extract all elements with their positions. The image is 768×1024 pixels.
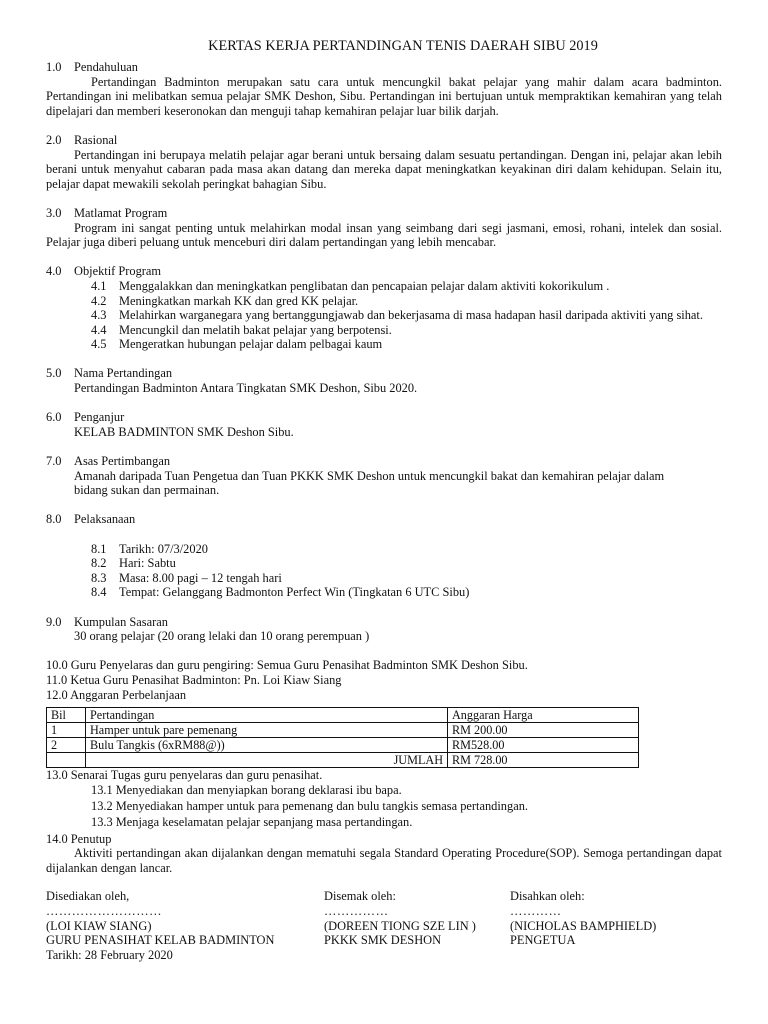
list-item: 4.4 Mencungkil dan melatih bakat pelajar yang berpotensi. — [91, 322, 392, 337]
signatory-name: (DOREEN TIONG SZE LIN ) — [324, 918, 476, 933]
section-ketua-guru: 11.0 Ketua Guru Penasihat Badminton: Pn. Loi Kiaw Siang — [46, 672, 342, 687]
section-nama-pertandingan — [46, 366, 722, 395]
header-cell: Anggaran Harga — [448, 708, 639, 723]
list-item: 8.4 Tempat: Gelanggang Badmonton Perfect Win (Tingkatan 6 UTC Sibu) — [91, 585, 470, 600]
signatory-role: PKKK SMK DESHON — [324, 933, 442, 948]
total-label: JUMLAH — [86, 753, 448, 768]
table-cell: RM528.00 — [448, 738, 639, 753]
table-cell: Bulu Tangkis (6xRM88@)) — [86, 738, 448, 753]
section-text: Pertandingan Badminton merupakan satu cara untuk mencungkil bakat pelajar yang mahir dalam acara badminton. Pertandingan ini melibatkan semua pelajar SMK Deshon, Sibu. Pertandingan ini bertujuan untuk mempraktikan kemahiran yang telah dipelajari dan memberi keseronokan dan menguji tahap kemahiran pelajar luar bilik darjah. — [46, 74, 722, 118]
table-cell: 1 — [47, 723, 86, 738]
section-heading: Pendahuluan — [74, 60, 139, 74]
signatory-name: (LOI KIAW SIANG) — [46, 918, 152, 933]
section-objektif — [46, 264, 722, 352]
section-number: 6.0 — [46, 410, 62, 425]
section-heading: 14.0 Penutup — [46, 831, 112, 846]
section-number: 8.0 — [46, 512, 62, 527]
section-number: 3.0 — [46, 205, 62, 220]
section-text: Pertandingan ini berupaya melatih pelajar agar berani untuk bersaing dalam sesuatu pertandingan. Dengan ini, pelajar akan lebih berani untuk menyahut cabaran pada masa akan datang dan mereka dapat meningkatkan keyakinan diri dalam kehidupan. Selain itu, pelajar dapat mewakili sekolah peringkat bahagian Sibu. — [46, 147, 722, 191]
signature-approved — [510, 889, 710, 962]
section-number: 4.0 — [46, 264, 62, 279]
list-item: 4.3 Melahirkan warganegara yang bertanggungjawab dan bekerjasama di masa hadapan hasil daripada aktiviti yang sihat. — [91, 308, 703, 323]
list-item: 4.2 Meningkatkan markah KK dan gred KK pelajar. — [91, 293, 359, 308]
total-value: RM 728.00 — [448, 753, 639, 768]
section-pendahuluan — [46, 60, 722, 118]
section-number: 2.0 — [46, 132, 62, 147]
table-header-row — [47, 708, 639, 723]
list-item: 8.2 Hari: Sabtu — [91, 556, 176, 571]
signature-label: Disahkan oleh: — [510, 889, 585, 904]
signature-block — [46, 889, 722, 962]
section-guru-penyelaras: 10.0 Guru Penyelaras dan guru pengiring: Semua Guru Penasihat Badminton SMK Deshon Sibu. — [46, 658, 528, 673]
list-item: 8.3 Masa: 8.00 pagi – 12 tengah hari — [91, 570, 282, 585]
section-heading: Objektif Program — [74, 264, 162, 279]
signature-checked — [324, 889, 510, 962]
section-heading: Asas Pertimbangan — [74, 454, 171, 469]
schedule-list — [46, 542, 722, 600]
table-cell: RM 200.00 — [448, 723, 639, 738]
section-penutup — [46, 832, 722, 876]
table-total-row — [47, 753, 639, 768]
signatory-role: GURU PENASIHAT KELAB BADMINTON — [46, 933, 275, 948]
section-number: 5.0 — [46, 366, 62, 381]
section-heading: Rasional — [74, 132, 118, 147]
budget-table — [46, 707, 639, 768]
section-heading: Kumpulan Sasaran — [74, 614, 168, 629]
section-text: KELAB BADMINTON SMK Deshon Sibu. — [74, 424, 294, 439]
table-row — [47, 738, 639, 753]
section-text: Pertandingan Badminton Antara Tingkatan SMK Deshon, Sibu 2020. — [74, 381, 418, 396]
section-matlamat — [46, 206, 722, 250]
section-text: bidang sukan dan permainan. — [74, 483, 220, 498]
section-pelaksanaan — [46, 512, 722, 600]
task-list — [46, 783, 722, 830]
section-heading: 13.0 Senarai Tugas guru penyelaras dan guru penasihat. — [46, 768, 323, 783]
table-cell: Hamper untuk pare pemenang — [86, 723, 448, 738]
section-senarai-tugas — [46, 768, 722, 830]
signature-label: Disediakan oleh, — [46, 889, 130, 904]
signature-date: Tarikh: 28 February 2020 — [46, 947, 173, 962]
section-heading: Pelaksanaan — [74, 512, 136, 527]
section-number: 9.0 — [46, 614, 62, 629]
list-item: 4.5 Mengeratkan hubungan pelajar dalam pelbagai kaum — [91, 337, 383, 352]
signature-label: Disemak oleh: — [324, 889, 396, 904]
signature-line: ……………………… — [46, 903, 163, 918]
signatory-name: (NICHOLAS BAMPHIELD) — [510, 918, 657, 933]
list-item: 8.1 Tarikh: 07/3/2020 — [91, 541, 208, 556]
section-heading: Penganjur — [74, 410, 125, 425]
section-anggaran: 12.0 Anggaran Perbelanjaan — [46, 687, 187, 702]
list-item: 4.1 Menggalakkan dan meningkatkan penglibatan dan pencapaian pelajar dalam aktiviti kokorikulum . — [91, 278, 610, 293]
section-text: Aktiviti pertandingan akan dijalankan dengan mematuhi segala Standard Operating Procedure(SOP). Semoga pertandingan dapat dijalankan dengan lancar. — [46, 846, 722, 875]
section-penganjur — [46, 410, 722, 439]
section-number: 1.0 — [46, 60, 62, 74]
signature-prepared — [46, 889, 324, 962]
table-cell — [47, 753, 86, 768]
section-heading: Nama Pertandingan — [74, 366, 173, 381]
signature-line: ………… — [510, 903, 562, 918]
section-rasional — [46, 133, 722, 191]
table-cell: 2 — [47, 738, 86, 753]
signatory-role: PENGETUA — [510, 933, 576, 948]
document-title: KERTAS KERJA PERTANDINGAN TENIS DAERAH SIBU 2019 — [208, 38, 598, 54]
header-cell: Pertandingan — [86, 708, 448, 723]
list-item: 13.2 Menyediakan hamper untuk para pemenang dan bulu tangkis semasa pertandingan. — [91, 799, 528, 813]
objective-list — [46, 279, 722, 352]
section-text: Program ini sangat penting untuk melahirkan modal insan yang seimbang dari segi jasmani, emosi, rohani, intelek dan sosial. Pelajar juga diberi peluang untuk menceburi diri dalam pertandingan yang lebih mencabar. — [46, 220, 722, 250]
list-item: 13.3 Menjaga keselamatan pelajar sepanjang masa pertandingan. — [91, 815, 413, 830]
section-text: Amanah daripada Tuan Pengetua dan Tuan PKKK SMK Deshon untuk mencungkil bakat dan kemahiran pelajar dalam — [74, 468, 665, 483]
section-number: 7.0 — [46, 454, 62, 469]
section-asas-pertimbangan — [46, 454, 722, 498]
list-item: 13.1 Menyediakan dan menyiapkan borang deklarasi ibu bapa. — [91, 782, 402, 797]
document-page — [46, 38, 722, 962]
header-cell: Bil — [47, 708, 86, 723]
section-text: 30 orang pelajar (20 orang lelaki dan 10 orang perempuan ) — [74, 629, 370, 644]
section-kumpulan-sasaran — [46, 615, 722, 644]
section-heading: Matlamat Program — [74, 205, 168, 220]
signature-line: …………… — [324, 903, 389, 918]
table-row — [47, 723, 639, 738]
